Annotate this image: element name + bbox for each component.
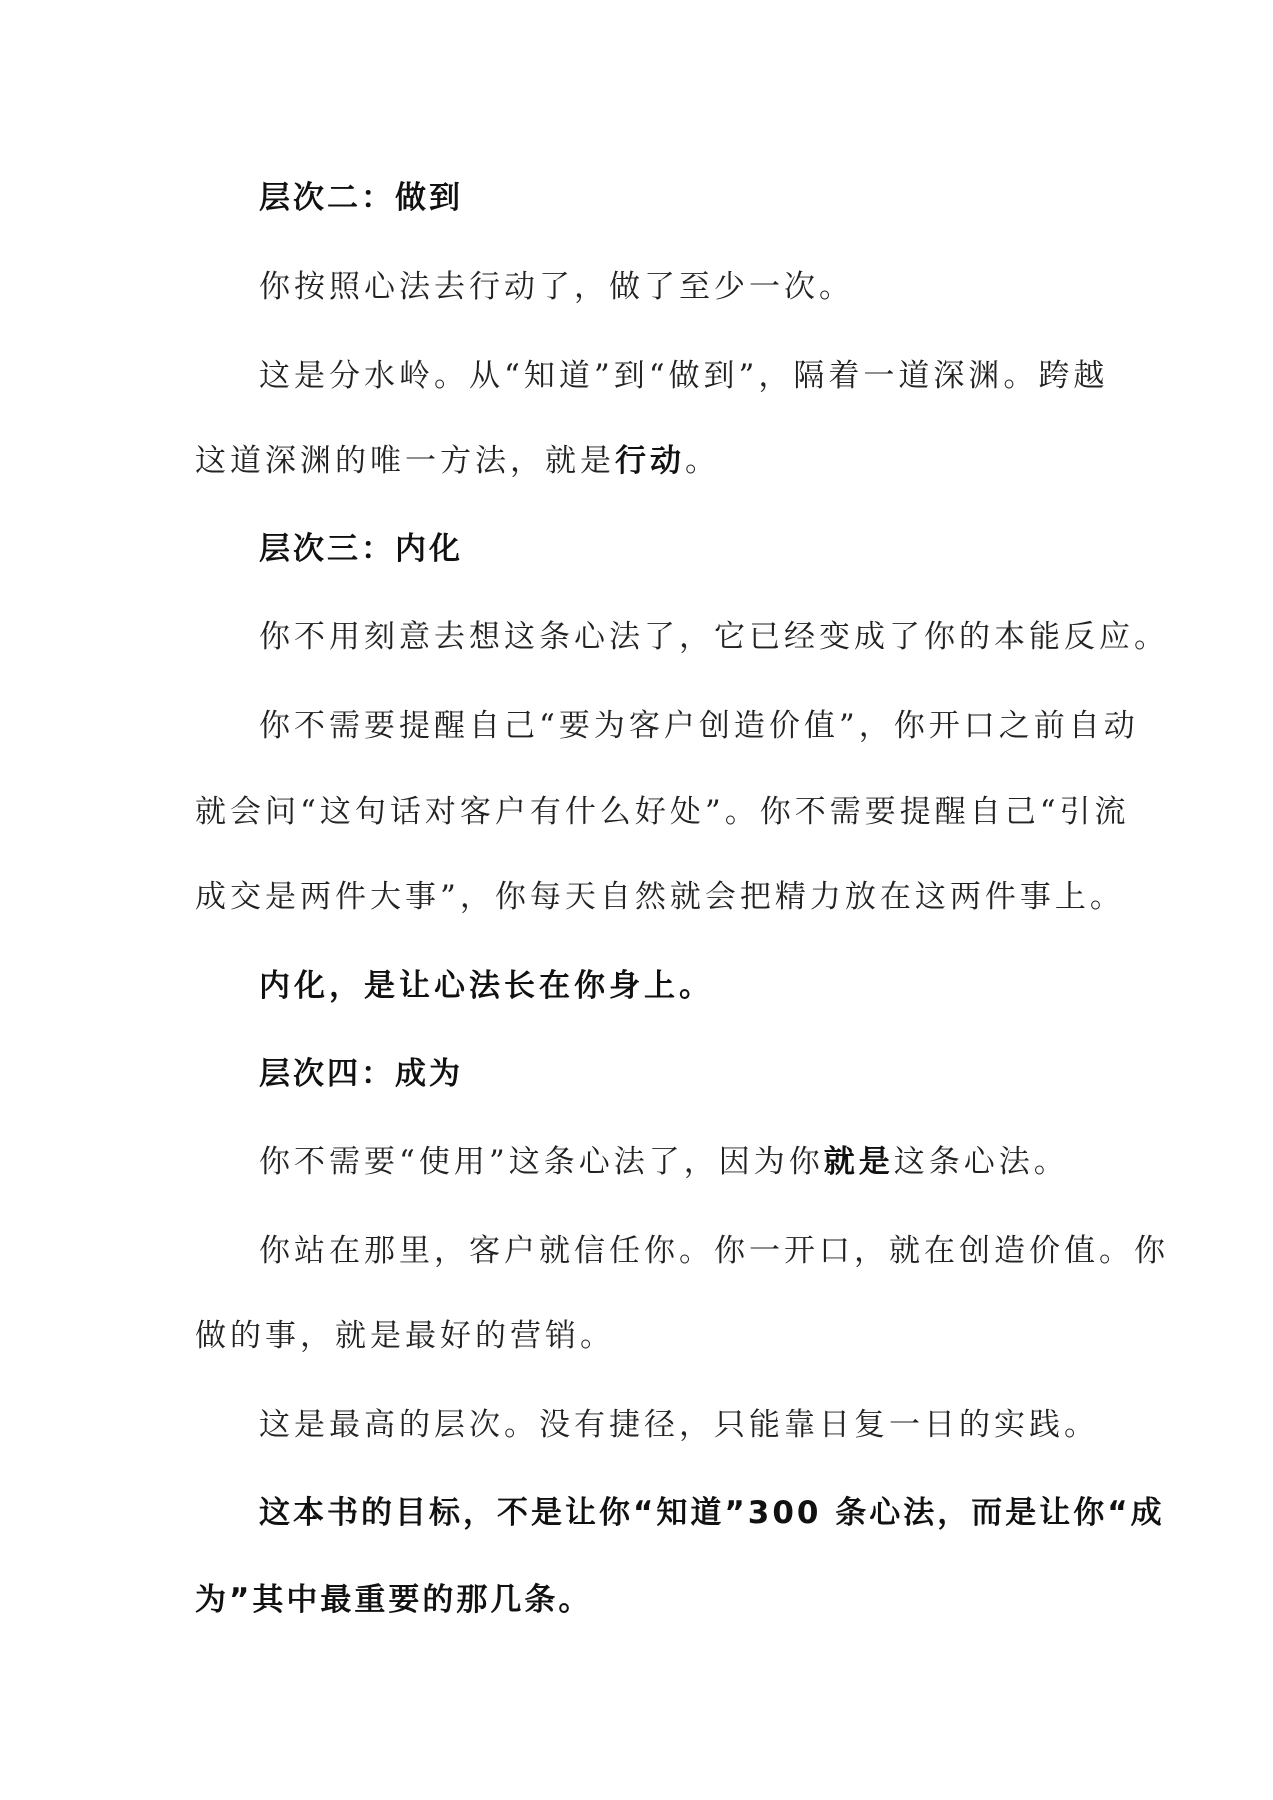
level4-paragraph-3: 这是最高的层次。没有捷径，只能靠日复一日的实践。 [259, 1407, 1099, 1443]
level3-paragraph-2-line-2: 就会问“这句话对客户有什么好处”。你不需要提醒自己“引流 [195, 794, 1130, 830]
conclusion-line-2: 为”其中最重要的那几条。 [195, 1582, 593, 1618]
level4-paragraph-2-line-2: 做的事，就是最好的营销。 [195, 1318, 615, 1354]
level3-paragraph-2-line-1: 你不需要提醒自己“要为客户创造价值”，你开口之前自动 [259, 708, 1139, 744]
level4-paragraph-2-line-1: 你站在那里，客户就信任你。你一开口，就在创造价值。你 [259, 1233, 1169, 1269]
level4-heading: 层次四：成为 [259, 1056, 463, 1092]
level4-text-end: 这条心法。 [893, 1144, 1069, 1180]
level3-paragraph-1: 你不用刻意去想这条心法了，它已经变成了你的本能反应。 [259, 619, 1169, 655]
level3-summary: 内化，是让心法长在你身上。 [259, 968, 714, 1004]
conclusion-line-1: 这本书的目标，不是让你“知道”300 条心法，而是让你“成 [259, 1495, 1165, 1531]
level2-paragraph-2-line-1: 这是分水岭。从“知道”到“做到”，隔着一道深渊。跨越 [259, 358, 1109, 394]
level2-paragraph-2-line-2 [195, 441, 1085, 481]
emphasis-is: 就是 [823, 1144, 894, 1180]
level2-paragraph-1: 你按照心法去行动了，做了至少一次。 [259, 269, 854, 305]
level2-text: 这道深渊的唯一方法，就是 [195, 443, 615, 479]
level4-text: 你不需要“使用”这条心法了，因为你 [259, 1144, 824, 1180]
level2-text-end: 。 [685, 443, 720, 479]
level3-heading: 层次三：内化 [259, 531, 463, 567]
level2-heading: 层次二：做到 [259, 180, 463, 216]
level4-paragraph-1 [259, 1142, 1085, 1182]
emphasis-action: 行动 [615, 443, 685, 479]
level3-paragraph-2-line-3: 成交是两件大事”，你每天自然就会把精力放在这两件事上。 [195, 879, 1125, 915]
